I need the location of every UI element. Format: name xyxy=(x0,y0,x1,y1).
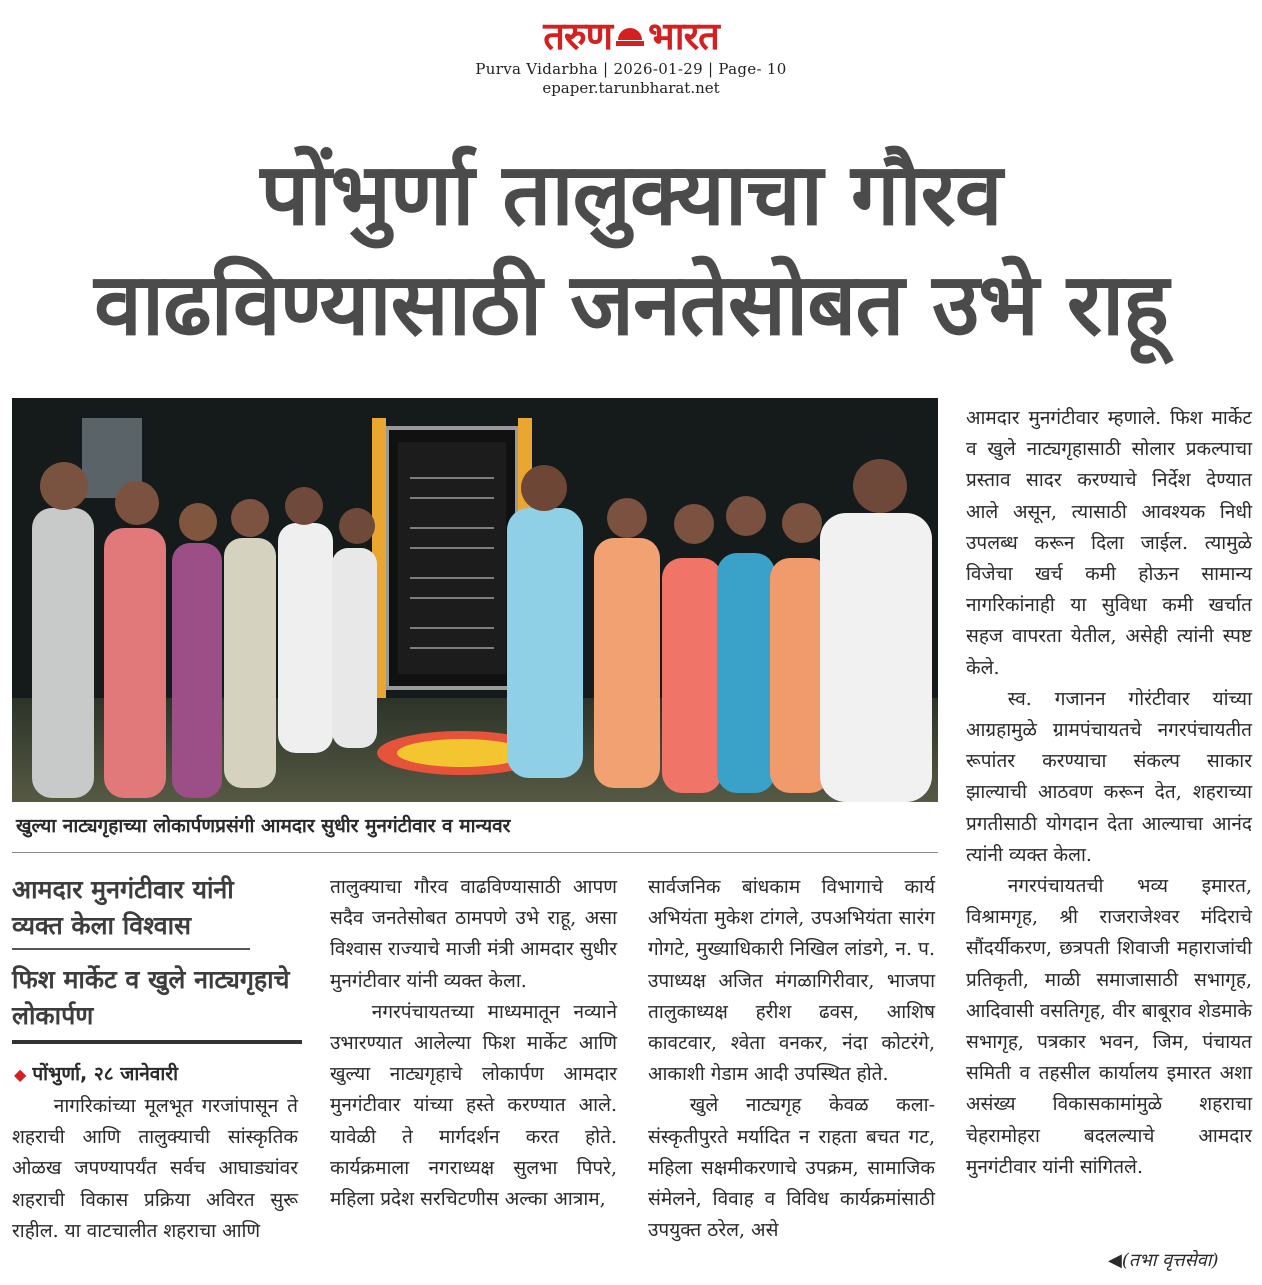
news-credit: ◀(तभा वृत्तसेवा) xyxy=(1108,1250,1219,1271)
kicker-title: आमदार मुनगंटीवार यांनी व्यक्त केला विश्वास xyxy=(12,872,250,950)
article-paragraph: खुले नाट्यगृह केवळ कला-संस्कृतीपुरते मर्यादित न राहता बचत गट, महिला सक्षमीकरणाचे उपक्रम, सामाजिक संमेलने, विवाह व विविध कार्यक्रमांसाठी उपयुक्त ठरेल, असे xyxy=(648,1094,935,1242)
headline-line-2: वाढविण्यासाठी जनतेसोबत उभे राहू xyxy=(94,255,1168,355)
news-photo xyxy=(12,398,938,802)
edition-line: Purva Vidarbha | 2026-01-29 | Page- 10 xyxy=(475,60,787,78)
headline xyxy=(0,140,1262,360)
logo-seal-icon xyxy=(616,22,644,50)
caption-divider xyxy=(12,852,938,853)
article-paragraph: नगरपंचायतच्या माध्यमातून नव्याने उभारण्यात आलेल्या फिश मार्केट आणि खुल्या नाट्यगृहाचे लोकार्पण आमदार मुनगंटीवार यांच्या हस्ते करण्यात आले. यावेळी ते मार्गदर्शन करत होते. कार्यक्रमाला नगराध्यक्ष सुलभा पिपरे, महिला प्रदेश सरचिटणीस अल्का आत्राम, xyxy=(330,1000,617,1211)
dateline-text: पोंभुर्णा, २८ जानेवारी xyxy=(32,1063,178,1085)
headline-line-1: पोंभुर्णा तालुक्याचा गौरव xyxy=(260,145,1002,245)
masthead xyxy=(0,14,1262,97)
article-paragraph: आमदार मुनगंटीवार म्हणाले. फिश मार्केट व खुले नाट्यगृहासाठी सोलार प्रकल्पाचा प्रस्ताव सादर करण्याचे निर्देश देण्यात आले असून, त्यासाठी आवश्यक निधी उपलब्ध करून दिला जाईल. त्यामुळे विजेचा खर्च कमी होऊन सामान्य नागरिकांनाही या सुविधा कमी खर्चात सहज वापरता येतील, असेही त्यांनी स्पष्ट केले. xyxy=(966,407,1252,679)
article-paragraph: नगरपंचायतची भव्य इमारत, विश्रामगृह, श्री राजराजेश्वर मंदिराचे सौंदर्यीकरण, छत्रपती शिवाजी महाराजांची प्रतिकृती, माळी समाजासाठी सभागृह, आदिवासी वसतिगृह, वीर बाबूराव शेडमाके सभागृह, पत्रकार भवन, जिम, पंचायत समिती व तहसील कार्यालय इमारत अशा असंख्य विकासकामांमुळे शहराचा चेहरामोहरा बदलल्याचे आमदार मुनगंटीवार यांनी सांगितले. xyxy=(966,875,1252,1178)
brand-logo[interactable] xyxy=(543,14,719,58)
photo-caption: खुल्या नाट्यगृहाच्या लोकार्पणप्रसंगी आमदार सुधीर मुनगंटीवार व मान्यवर xyxy=(16,815,511,837)
diamond-bullet-icon: ◆ xyxy=(14,1065,27,1084)
logo-word: भारत xyxy=(648,14,719,58)
article-column-2 xyxy=(330,872,617,1215)
dateline xyxy=(14,1060,178,1086)
logo-word: तरुण xyxy=(543,14,613,58)
article-paragraph: तालुक्याचा गौरव वाढविण्यासाठी आपण सदैव जनतेसोबत ठामपणे उभे राहू, असा विश्वास राज्याचे माजी मंत्री आमदार सुधीर मुनगंटीवार यांनी व्यक्त केला. xyxy=(330,876,617,992)
kicker-subtitle: फिश मार्केट व खुले नाट्यगृहाचे लोकार्पण xyxy=(12,962,302,1044)
kicker-block xyxy=(12,872,302,1044)
news-photo-illustration xyxy=(12,398,938,802)
article-column-1 xyxy=(12,1091,298,1247)
credit-text: (तभा वृत्तसेवा) xyxy=(1121,1250,1219,1271)
article-paragraph: सार्वजनिक बांधकाम विभागाचे कार्य अभियंता मुकेश टांगले, उपअभियंता सारंग गोगटे, मुख्याधिकारी निखिल लांडगे, न. प. उपाध्यक्ष अजित मंगळागिरीवार, भाजपा तालुकाध्यक्ष हरीश ढवस, आशिष कावटवार, श्वेता वनकर, नंदा कोटरंगे, आकाशी गेडाम आदी उपस्थित होते. xyxy=(648,876,935,1086)
article-column-3 xyxy=(648,872,935,1246)
article-paragraph: नागरिकांच्या मूलभूत गरजांपासून ते शहराची आणि तालुक्याची सांस्कृतिक ओळख जपण्यापर्यंत सर्वच आघाड्यांवर शहराची विकास प्रक्रिया अविरत सुरू राहील. या वाटचालीत शहराचा आणि xyxy=(12,1095,298,1242)
source-url[interactable]: epaper.tarunbharat.net xyxy=(542,79,720,97)
article-paragraph: स्व. गजानन गोरंटीवार यांच्या आग्रहामुळे ग्रामपंचायतचे नगरपंचायतीत रूपांतर करण्याचा संकल्प साकार झाल्याची आठवण करून देत, शहराच्या प्रगतीसाठी योगदान देता आल्याचा आनंद त्यांनी व्यक्त केला. xyxy=(966,687,1252,866)
article-column-4 xyxy=(966,403,1252,1183)
